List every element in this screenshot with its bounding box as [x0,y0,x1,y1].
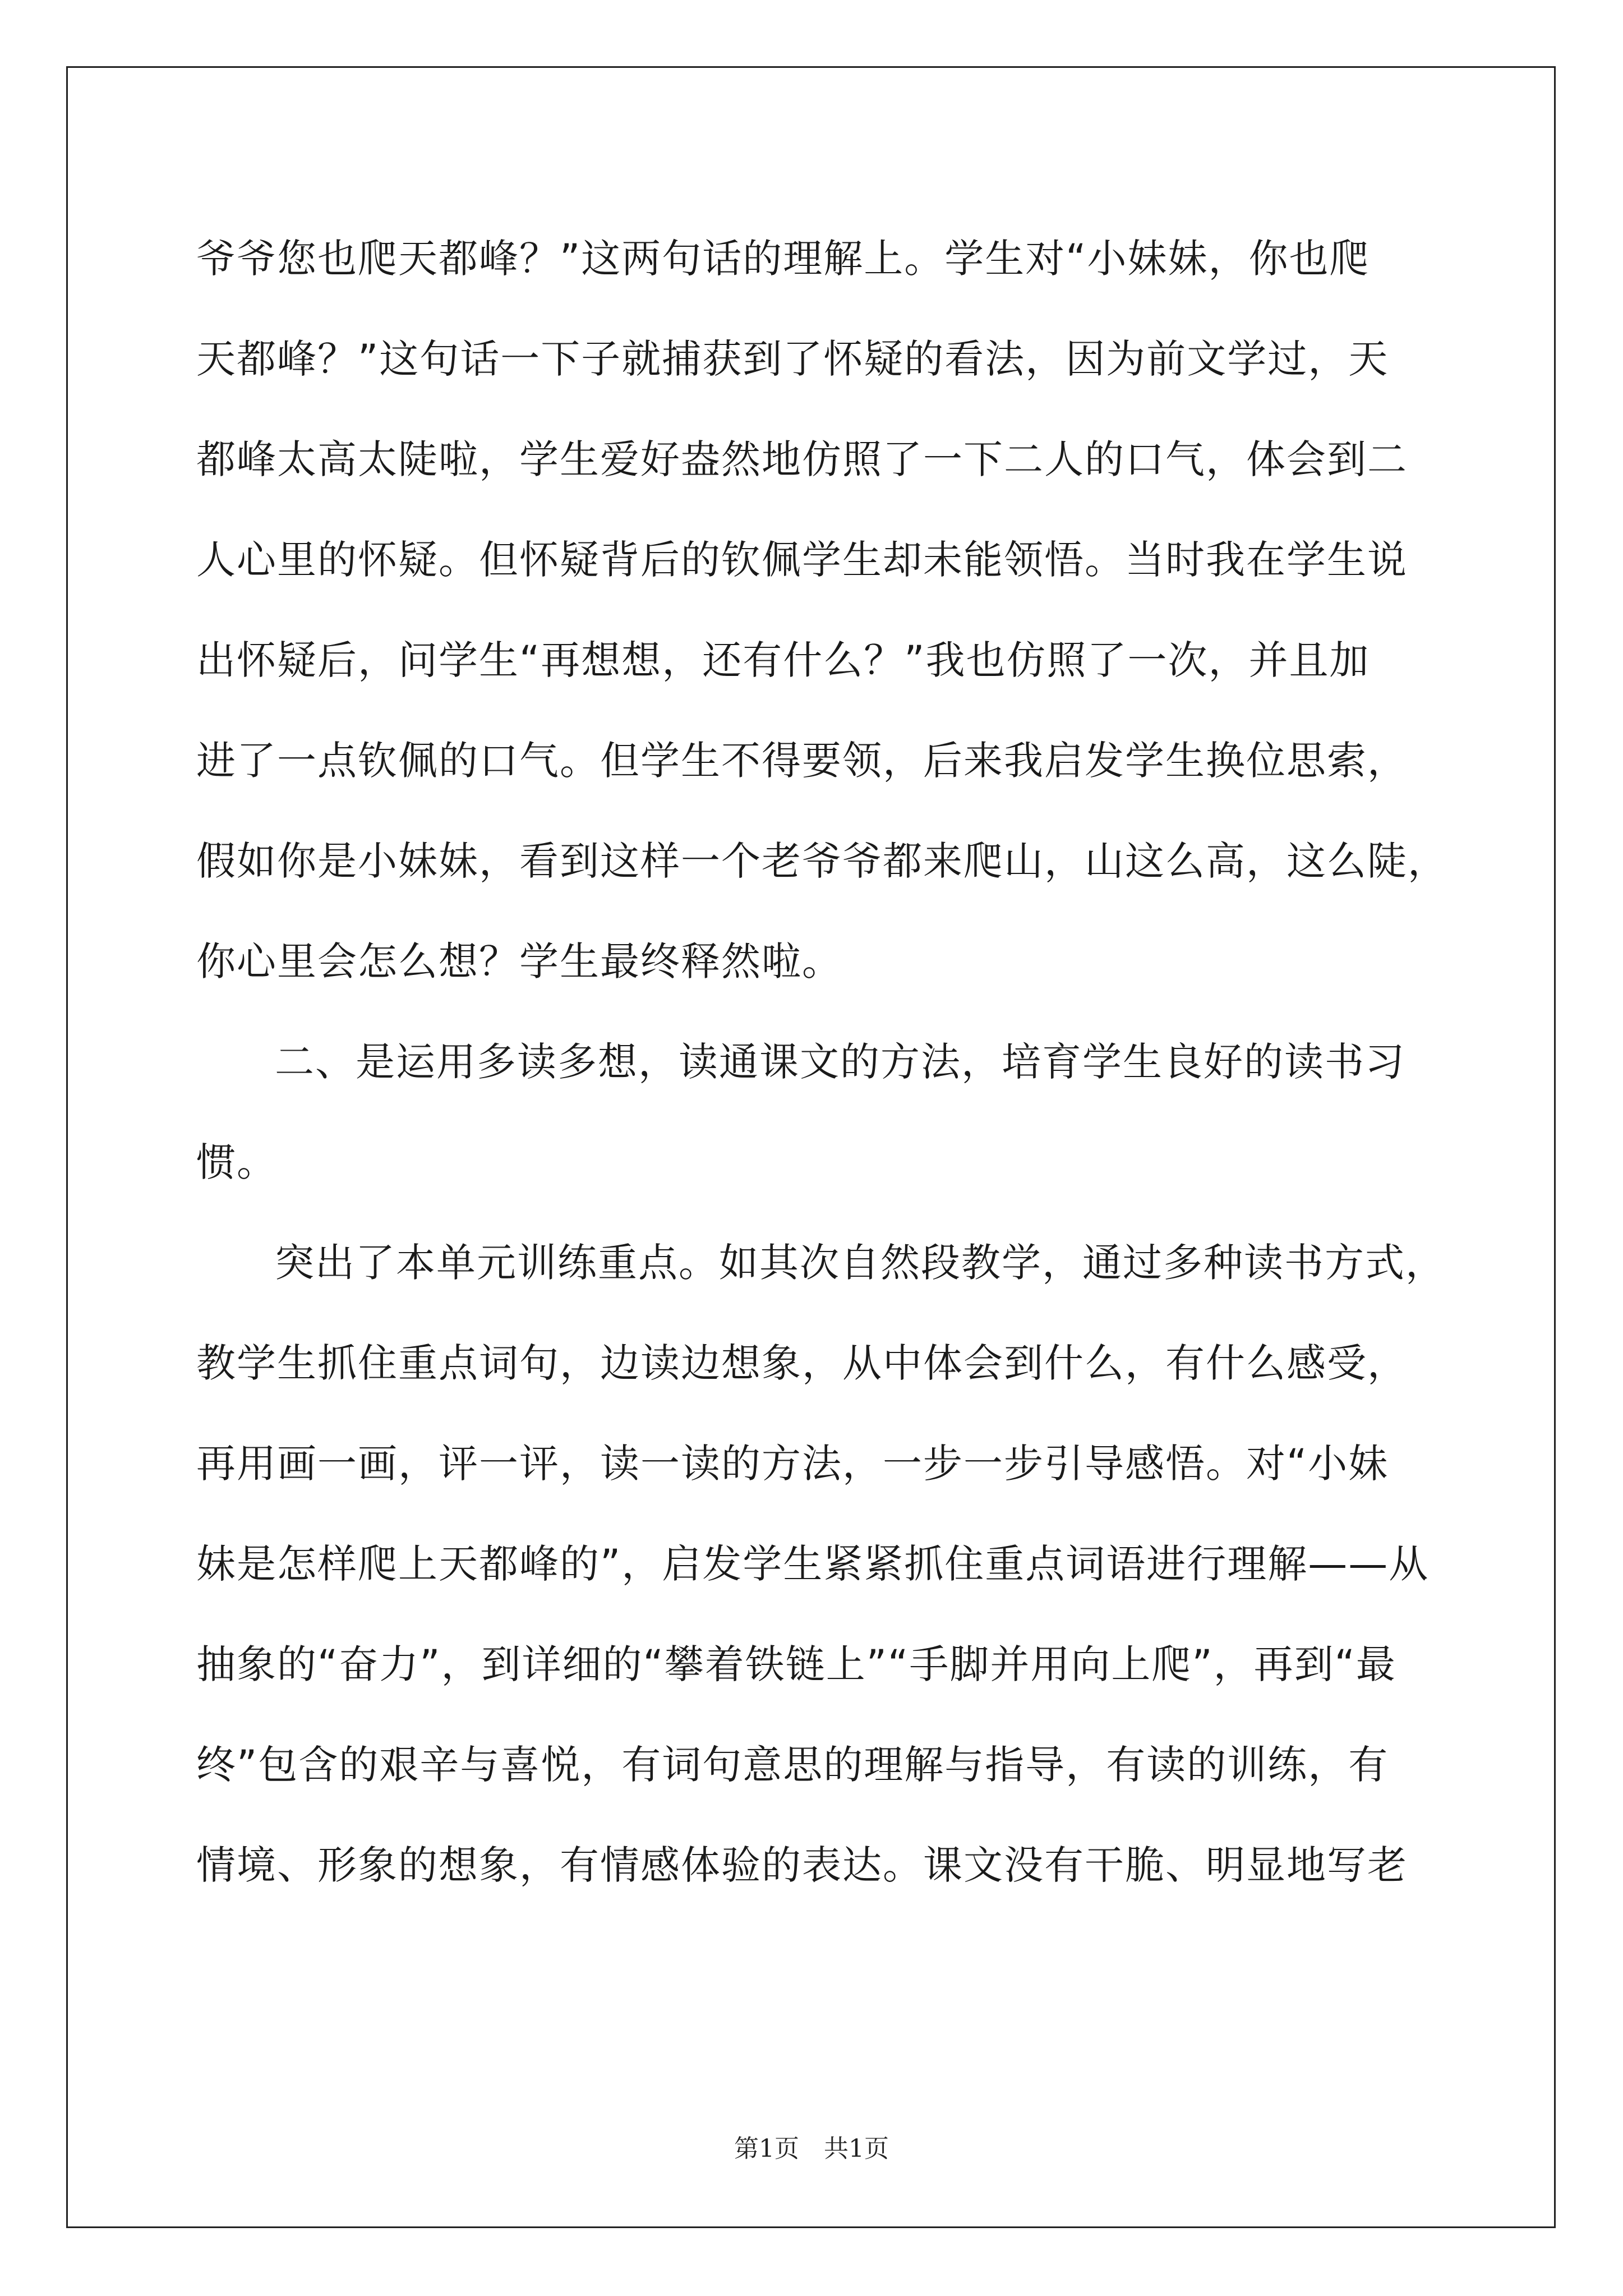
text-line: 人心里的怀疑。但怀疑背后的钦佩学生却未能领悟。当时我在学生说 [196,537,1408,583]
text-line: 爷爷您也爬天都峰？”这两句话的理解上。学生对“小妹妹，你也爬 [196,236,1370,282]
text-line: 终”包含的艰辛与喜悦，有词句意思的理解与指导，有读的训练，有 [196,1742,1389,1788]
document-body [196,209,1464,1916]
text-line: 你心里会怎么想？学生最终释然啦。 [196,938,842,984]
text-line: 妹是怎样爬上天都峰的”，启发学生紧紧抓住重点词语进行理解——从 [196,1541,1430,1587]
text-line: 天都峰？”这句话一下子就捕获到了怀疑的看法，因为前文学过，天 [196,336,1389,382]
text-line: 都峰太高太陡啦，学生爱好盎然地仿照了一下二人的口气，体会到二 [196,436,1408,482]
text-line: 惯。 [196,1139,277,1185]
text-line: 抽象的“奋力”，到详细的“攀着铁链上”“手脚并用向上爬”，再到“最 [196,1641,1396,1687]
text-line: 进了一点钦佩的口气。但学生不得要领，后来我启发学生换位思索， [196,738,1408,784]
text-line: 出怀疑后，问学生“再想想，还有什么？”我也仿照了一次，并且加 [196,637,1370,683]
text-line: 假如你是小妹妹，看到这样一个老爷爷都来爬山，山这么高，这么陡， [196,838,1448,884]
paragraph-start: 突出了本单元训练重点。如其次自然段教学，通过多种读书方式， [275,1240,1446,1286]
text-line: 再用画一画，评一评，读一读的方法，一步一步引导感悟。对“小妹 [196,1441,1389,1487]
paragraph-heading: 二、是运用多读多想，读通课文的方法，培育学生良好的读书习 [275,1039,1405,1085]
text-line: 情境、形象的想象，有情感体验的表达。课文没有干脆、明显地写老 [196,1842,1408,1888]
page-number-footer: 第1页 共1页 [734,2134,889,2163]
text-line: 教学生抓住重点词句，边读边想象，从中体会到什么，有什么感受， [196,1340,1408,1386]
